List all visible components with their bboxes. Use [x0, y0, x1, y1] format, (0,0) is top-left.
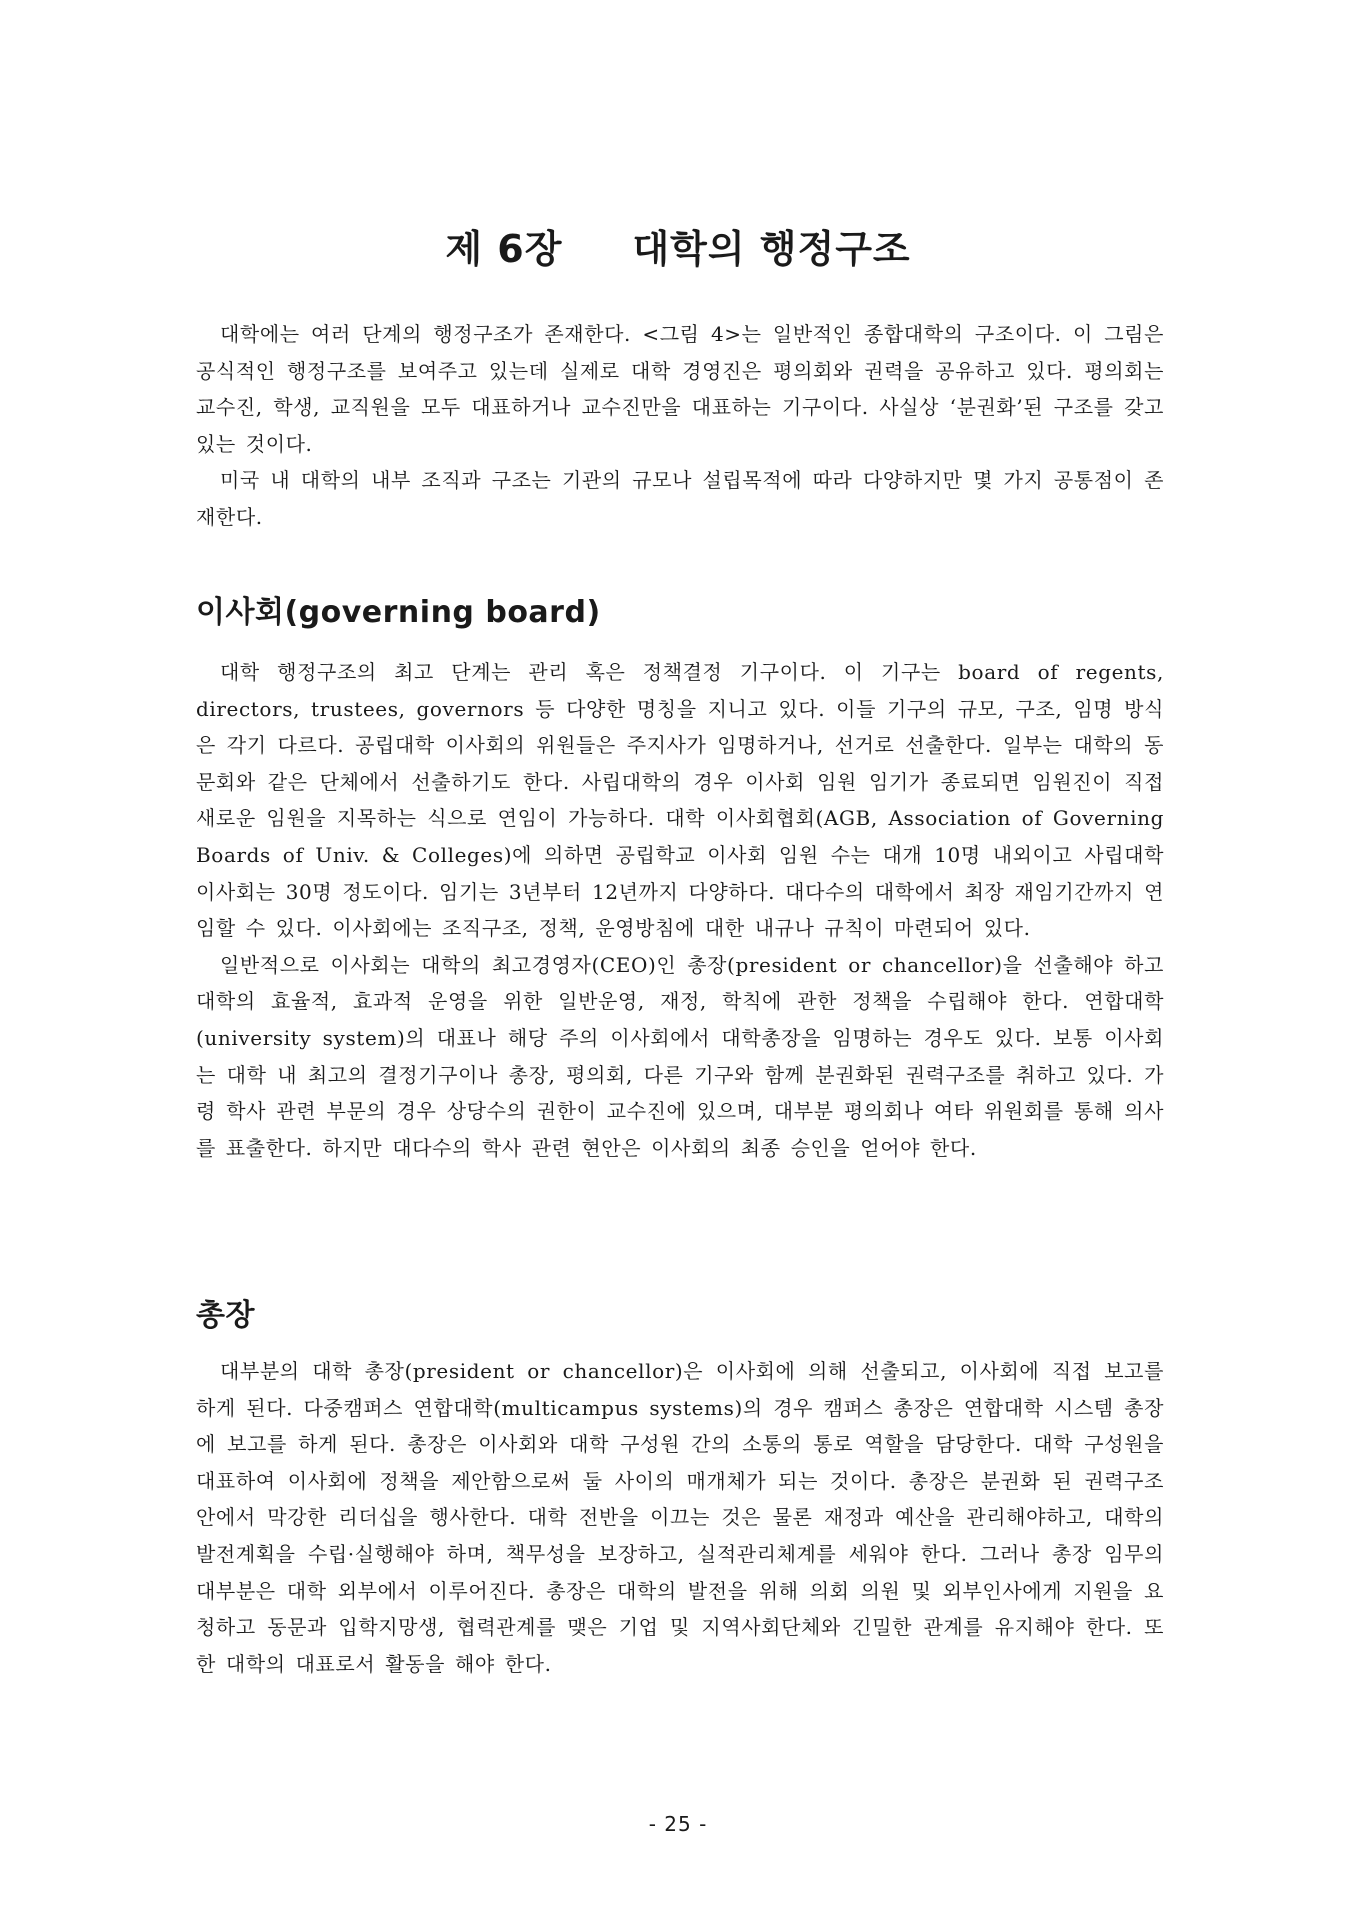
chapter-title — [0, 218, 1356, 273]
chapter-number: 제 6장 — [445, 227, 563, 271]
president-heading: 총장 — [196, 1298, 255, 1333]
governing-board-paragraph-1: 대학 행정구조의 최고 단계는 관리 혹은 정책결정 기구이다. 이 기구는 board of regents, directors, trustees, governors 등 다양한 명칭을 지니고 있다. 이들 기구의 규모, 구조, 임명 방식은 각기 다르다. 공립대학 이사회의 위원들은 주지사가 임명하거나, 선거로 선출한다. 일부는 대학의 동문회와 같은 단체에서 선출하기도 한다. 사립대학의 경우 이사회 임원 임기가 종료되면 임원진이 직접 새로운 임원을 지목하는 식으로 연임이 가능하다. 대학 이사회협회(AGB, Association of Governing Boards of Univ. & Colleges)에 의하면 공립학교 이사회 임원 수는 대개 10명 내외이고 사립대학 이사회는 30명 정도이다. 임기는 3년부터 12년까지 다양하다. 대다수의 대학에서 최장 재임기간까지 연임할 수 있다. 이사회에는 조직구조, 정책, 운영방침에 대한 내규나 규칙이 마련되어 있다. — [196, 660, 1164, 941]
president-heading-block — [196, 1290, 1164, 1334]
president-section — [196, 1353, 1164, 1682]
intro-paragraph-1: 대학에는 여러 단계의 행정구조가 존재한다. <그림 4>는 일반적인 종합대학의 구조이다. 이 그림은 공식적인 행정구조를 보여주고 있는데 실제로 대학 경영진은 평의회와 권력을 공유하고 있다. 평의회는 교수진, 학생, 교직원을 모두 대표하거나 교수진만을 대표하는 기구이다. 사실상 ‘분권화’된 구조를 갖고 있는 것이다. — [196, 322, 1164, 456]
governing-board-heading: 이사회(governing board) — [196, 595, 601, 630]
governing-board-paragraph-2: 일반적으로 이사회는 대학의 최고경영자(CEO)인 총장(president or chancellor)을 선출해야 하고 대학의 효율적, 효과적 운영을 위한 일반운영, 재정, 학칙에 관한 정책을 수립해야 한다. 연합대학(university system)의 대표나 해당 주의 이사회에서 대학총장을 임명하는 경우도 있다. 보통 이사회는 대학 내 최고의 결정기구이나 총장, 평의회, 다른 기구와 함께 분권화된 권력구조를 취하고 있다. 가령 학사 관련 부문의 경우 상당수의 권한이 교수진에 있으며, 대부분 평의회나 여타 위원회를 통해 의사를 표출한다. 하지만 대다수의 학사 관련 현안은 이사회의 최종 승인을 얻어야 한다. — [196, 952, 1164, 1160]
president-paragraph-1: 대부분의 대학 총장(president or chancellor)은 이사회에 의해 선출되고, 이사회에 직접 보고를 하게 된다. 다중캠퍼스 연합대학(multicampus systems)의 경우 캠퍼스 총장은 연합대학 시스템 총장에 보고를 하게 된다. 총장은 이사회와 대학 구성원 간의 소통의 통로 역할을 담당한다. 대학 구성원을 대표하여 이사회에 정책을 제안함으로써 둘 사이의 매개체가 되는 것이다. 총장은 분권화 된 권력구조 안에서 막강한 리더십을 행사한다. 대학 전반을 이끄는 것은 물론 재정과 예산을 관리해야하고, 대학의 발전계획을 수립·실행해야 하며, 책무성을 보장하고, 실적관리체계를 세워야 한다. 그러나 총장 임무의 대부분은 대학 외부에서 이루어진다. 총장은 대학의 발전을 위해 의회 의원 및 외부인사에게 지원을 요청하고 동문과 입학지망생, 협력관계를 맺은 기업 및 지역사회단체와 긴밀한 관계를 유지해야 한다. 또한 대학의 대표로서 활동을 해야 한다. — [196, 1359, 1164, 1676]
governing-board-section — [196, 654, 1164, 1166]
governing-board-heading-block — [196, 587, 1164, 631]
intro-section — [196, 316, 1164, 536]
page-number: - 25 - — [648, 1812, 708, 1836]
intro-paragraph-2: 미국 내 대학의 내부 조직과 구조는 기관의 규모나 설립목적에 따라 다양하지만 몇 가지 공통점이 존재한다. — [196, 468, 1164, 529]
chapter-title-text: 대학의 행정구조 — [632, 227, 911, 271]
